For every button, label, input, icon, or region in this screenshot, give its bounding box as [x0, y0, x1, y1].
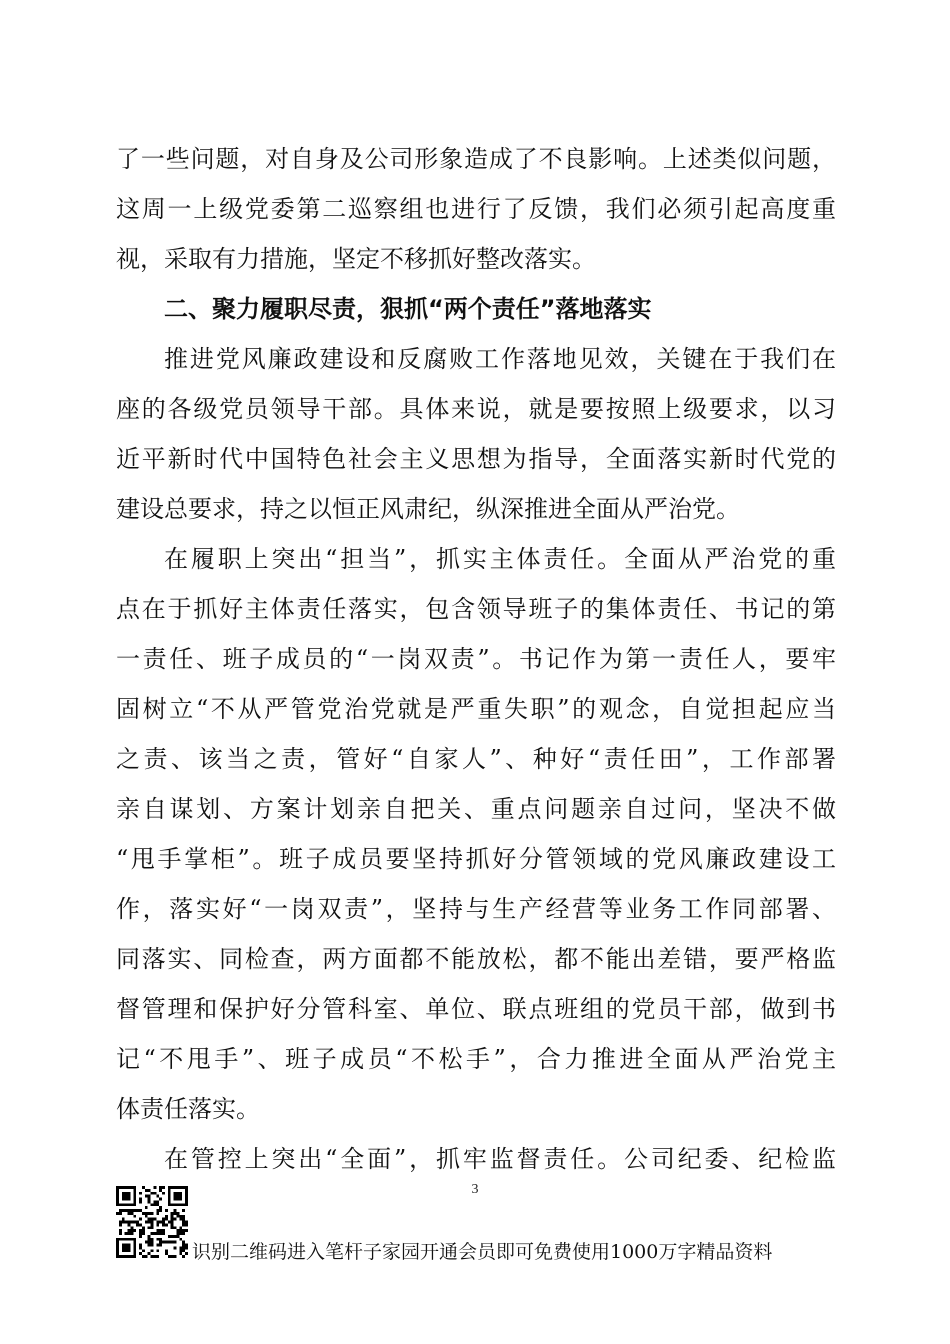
footer-promo-text: 识别二维码进入笔杆子家园开通会员即可免费使用1000万字精品资料: [192, 1241, 773, 1263]
paragraph-line: 亲自谋划、方案计划亲自把关、重点问题亲自过问，坚决不做: [116, 795, 836, 823]
paragraph-line: “甩手掌柜”。班子成员要坚持抓好分管领域的党风廉政建设工: [116, 845, 836, 873]
paragraph-line: 建设总要求，持之以恒正风肃纪，纵深推进全面从严治党。: [116, 495, 740, 523]
paragraph-line: 座的各级党员领导干部。具体来说，就是要按照上级要求，以习: [116, 395, 836, 423]
paragraph-line: 视，采取有力措施，坚定不移抓好整改落实。: [116, 245, 596, 273]
paragraph-line: 在管控上突出“全面”，抓牢监督责任。公司纪委、纪检监: [164, 1145, 836, 1173]
paragraph-line: 记“不甩手”、班子成员“不松手”，合力推进全面从严治党主: [116, 1045, 836, 1073]
paragraph-line: 推进党风廉政建设和反腐败工作落地见效，关键在于我们在: [164, 345, 836, 373]
paragraph-line: 了一些问题，对自身及公司形象造成了不良影响。上述类似问题，: [116, 145, 836, 173]
paragraph-line: 固树立“不从严管党治党就是严重失职”的观念，自觉担起应当: [116, 695, 836, 723]
paragraph-line: 在履职上突出“担当”，抓实主体责任。全面从严治党的重: [164, 545, 836, 573]
paragraph-line: 之责、该当之责，管好“自家人”、种好“责任田”，工作部署: [116, 745, 836, 773]
paragraph-line: 作，落实好“一岗双责”，坚持与生产经营等业务工作同部署、: [116, 895, 836, 923]
paragraph-line: 督管理和保护好分管科室、单位、联点班组的党员干部，做到书: [116, 995, 836, 1023]
paragraph-line: 这周一上级党委第二巡察组也进行了反馈，我们必须引起高度重: [116, 195, 836, 223]
qr-code-icon: [116, 1186, 188, 1258]
paragraph-line: 近平新时代中国特色社会主义思想为指导，全面落实新时代党的: [116, 445, 836, 473]
paragraph-line: 同落实、同检查，两方面都不能放松，都不能出差错，要严格监: [116, 945, 836, 973]
page-number: 3: [471, 1182, 479, 1197]
section-heading: 二、聚力履职尽责，狠抓“两个责任”落地落实: [164, 295, 652, 323]
paragraph-line: 一责任、班子成员的“一岗双责”。书记作为第一责任人，要牢: [116, 645, 836, 673]
document-body: [116, 134, 836, 1184]
paragraph-line: 体责任落实。: [116, 1095, 260, 1123]
paragraph-line: 点在于抓好主体责任落实，包含领导班子的集体责任、书记的第: [116, 595, 836, 623]
